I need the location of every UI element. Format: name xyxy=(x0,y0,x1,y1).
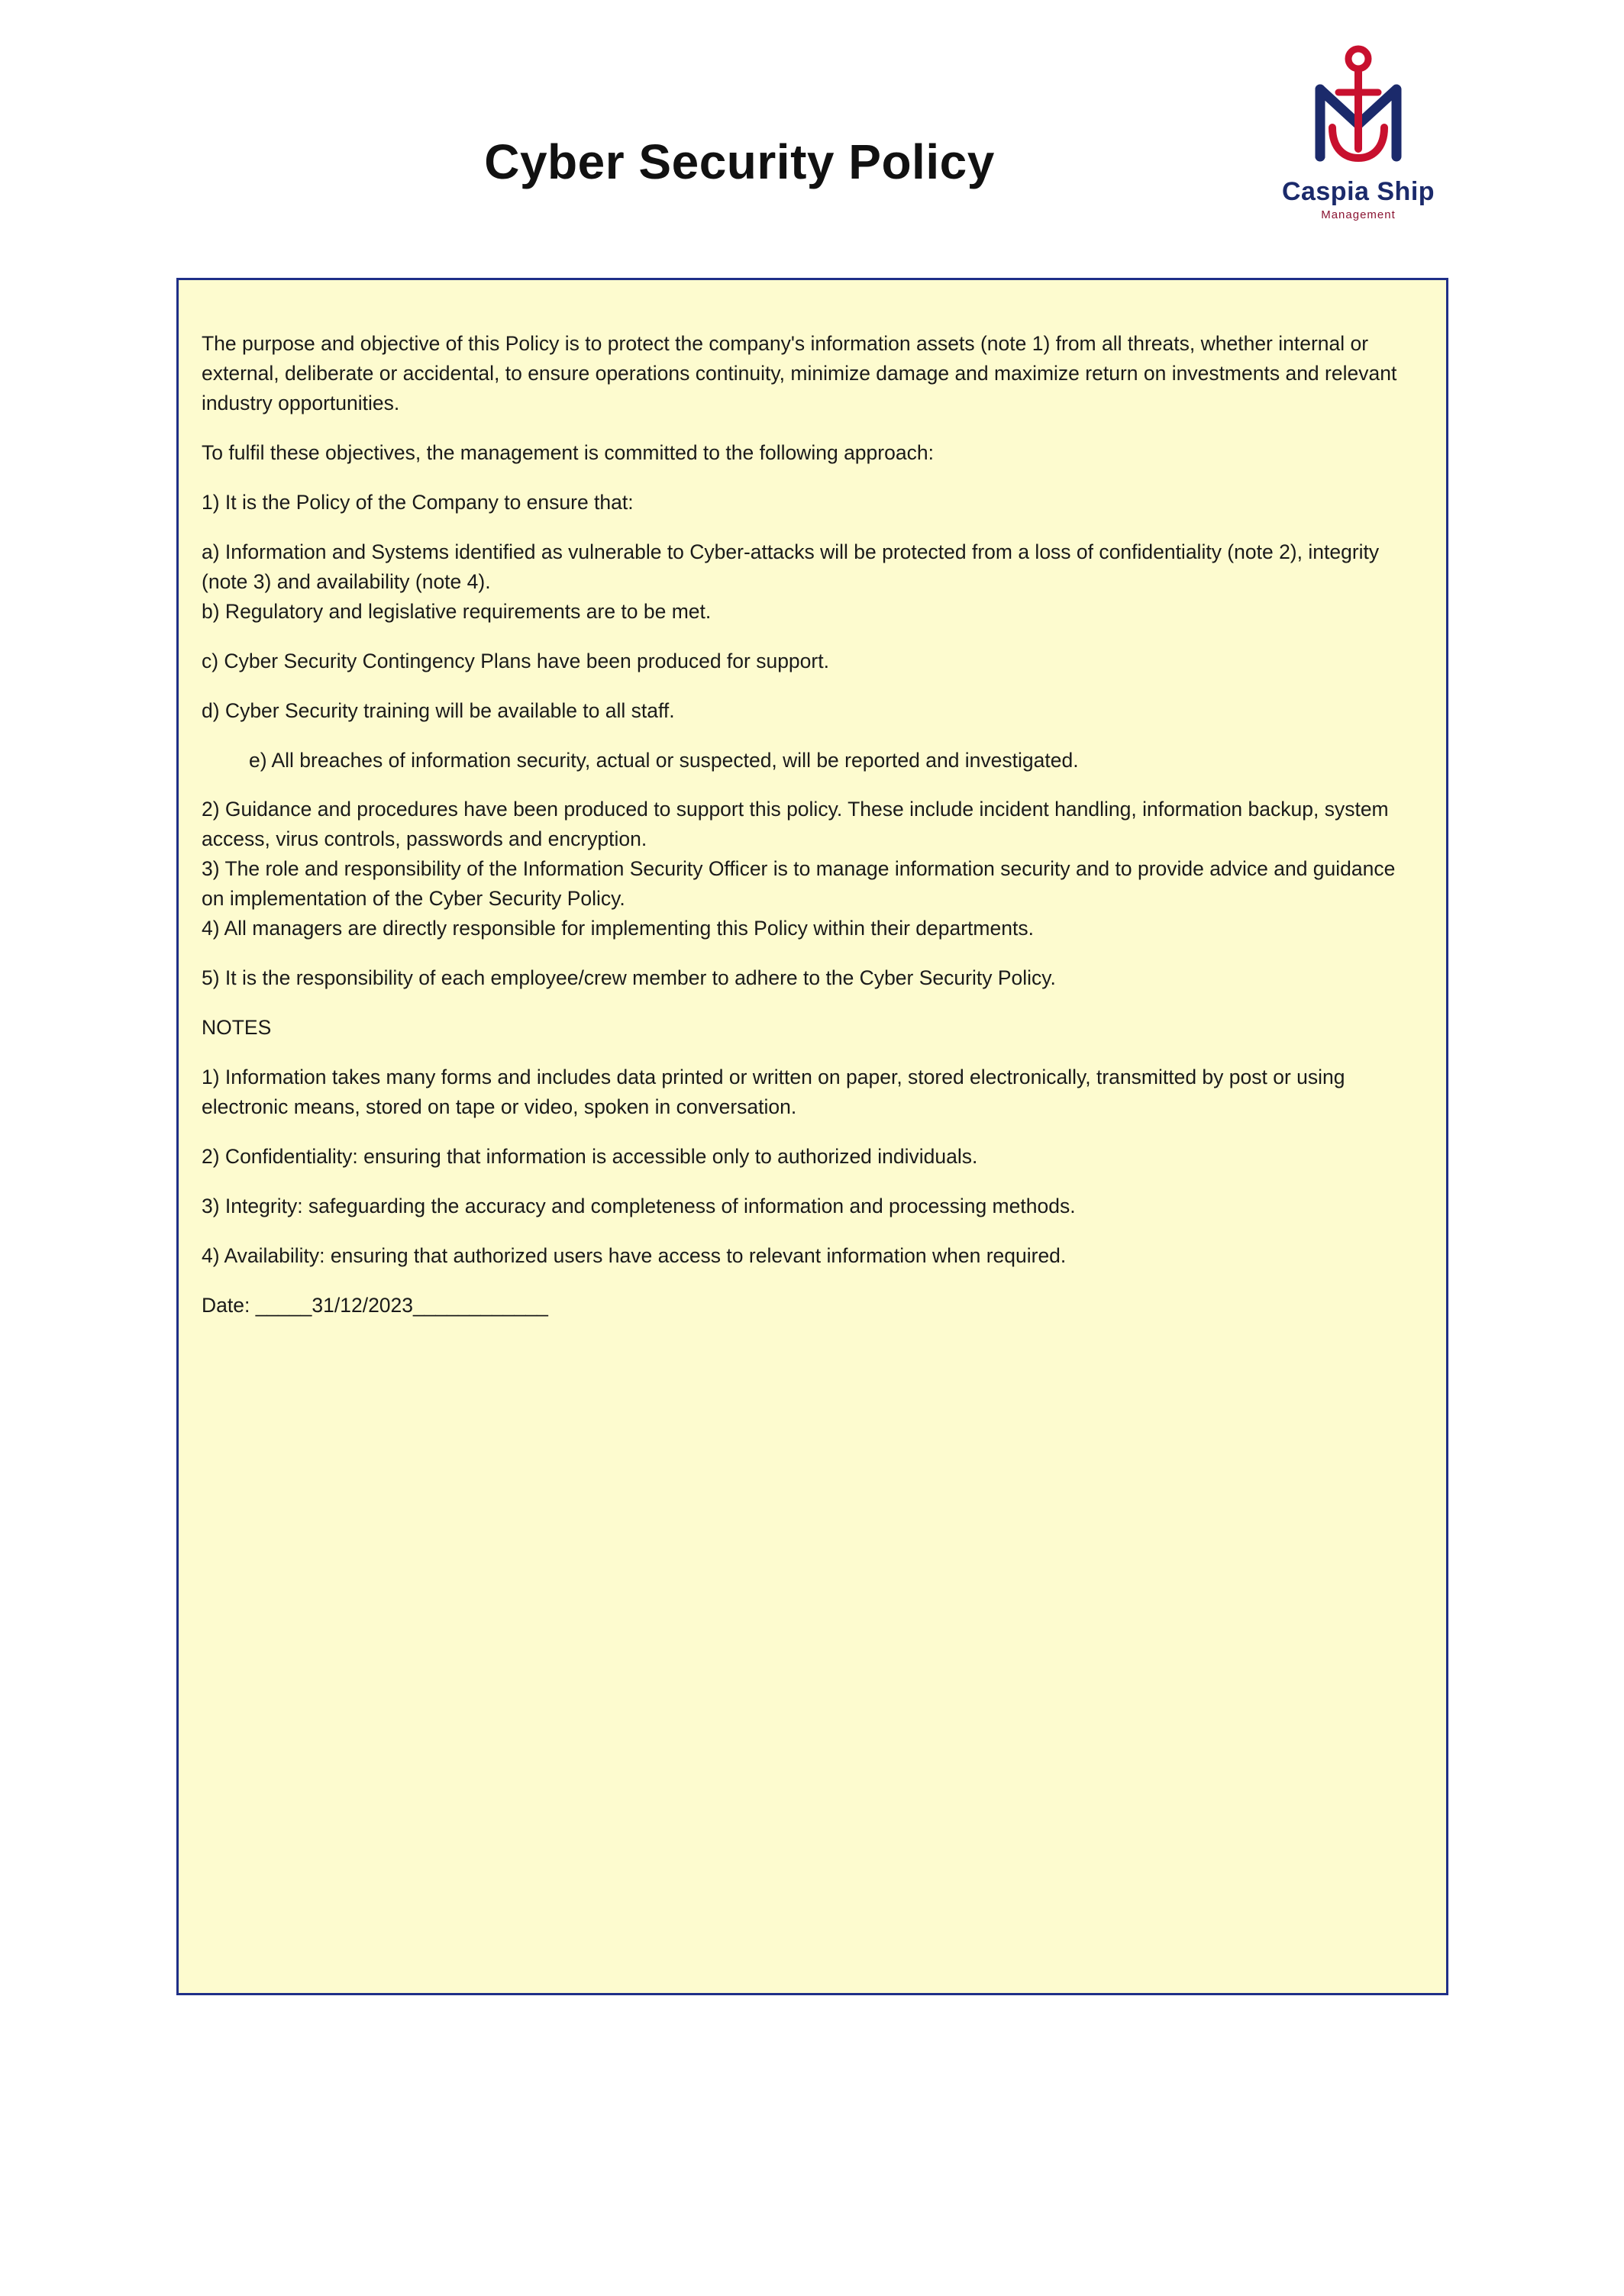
policy-paragraph-note-4: 4) Availability: ensuring that authorized users have access to relevant information when required. xyxy=(202,1243,1067,1267)
policy-paragraph-date-line: Date: _____31/12/2023____________ xyxy=(202,1293,548,1317)
policy-paragraph-item-1d: d) Cyber Security training will be available to all staff. xyxy=(202,698,675,722)
policy-paragraph-item-1e: e) All breaches of information security, actual or suspected, will be reported and investigated. xyxy=(249,748,1079,772)
policy-paragraph-item-5: 5) It is the responsibility of each employee/crew member to adhere to the Cyber Security Policy. xyxy=(202,966,1056,990)
policy-paragraph-note-2: 2) Confidentiality: ensuring that information is accessible only to authorized individuals. xyxy=(202,1145,978,1169)
anchor-logo-icon xyxy=(1259,42,1458,176)
policy-paragraph-note-1: 1) Information takes many forms and includes data printed or written on paper, stored electronically, transmitted by post or using electronic means, stored on tape or video, spoken in conversation. xyxy=(202,1066,1345,1119)
policy-paragraph-item-1a: a) Information and Systems identified as vulnerable to Cyber-attacks will be protected from a loss of confidentiality (note 2), integrity (note 3) and availability (note 4). xyxy=(202,540,1380,593)
policy-paragraph-item-1c: c) Cyber Security Contingency Plans have been produced for support. xyxy=(202,649,829,672)
policy-paragraph-item-3: 3) The role and responsibility of the Information Security Officer is to manage information security and to provide advice and guidance on implementation of the Cyber Security Policy. xyxy=(202,857,1396,911)
policy-paragraph-note-3: 3) Integrity: safeguarding the accuracy and completeness of information and processing methods. xyxy=(202,1195,1076,1218)
page-title: Cyber Security Policy xyxy=(484,134,995,189)
document-header xyxy=(0,0,1624,252)
policy-paragraph-purpose: The purpose and objective of this Policy is to protect the company's information assets (note 1) from all threats, whether internal or external, deliberate or accidental, to ensure operations continuity, minimize damage and maximize return on investments and relevant industry opportunities. xyxy=(202,332,1397,414)
policy-paragraph-notes-heading: NOTES xyxy=(202,1016,272,1040)
policy-paragraph-item-4: 4) All managers are directly responsible for implementing this Policy within their departments. xyxy=(202,917,1034,940)
policy-content-box xyxy=(176,278,1448,1995)
logo-company-name: Caspia Ship xyxy=(1281,177,1435,206)
logo-tagline: Management xyxy=(1321,208,1396,221)
policy-paragraph-item-1: 1) It is the Policy of the Company to ensure that: xyxy=(202,490,634,514)
policy-paragraph-list xyxy=(202,329,1400,1321)
policy-paragraph-item-1b: b) Regulatory and legislative requirements are to be met. xyxy=(202,599,712,623)
policy-paragraph-approach: To fulfil these objectives, the management is committed to the following approach: xyxy=(202,440,934,464)
company-logo xyxy=(1259,42,1458,225)
policy-paragraph-item-2: 2) Guidance and procedures have been produced to support this policy. These include incident handling, information backup, system access, virus controls, passwords and encryption. xyxy=(202,798,1389,851)
